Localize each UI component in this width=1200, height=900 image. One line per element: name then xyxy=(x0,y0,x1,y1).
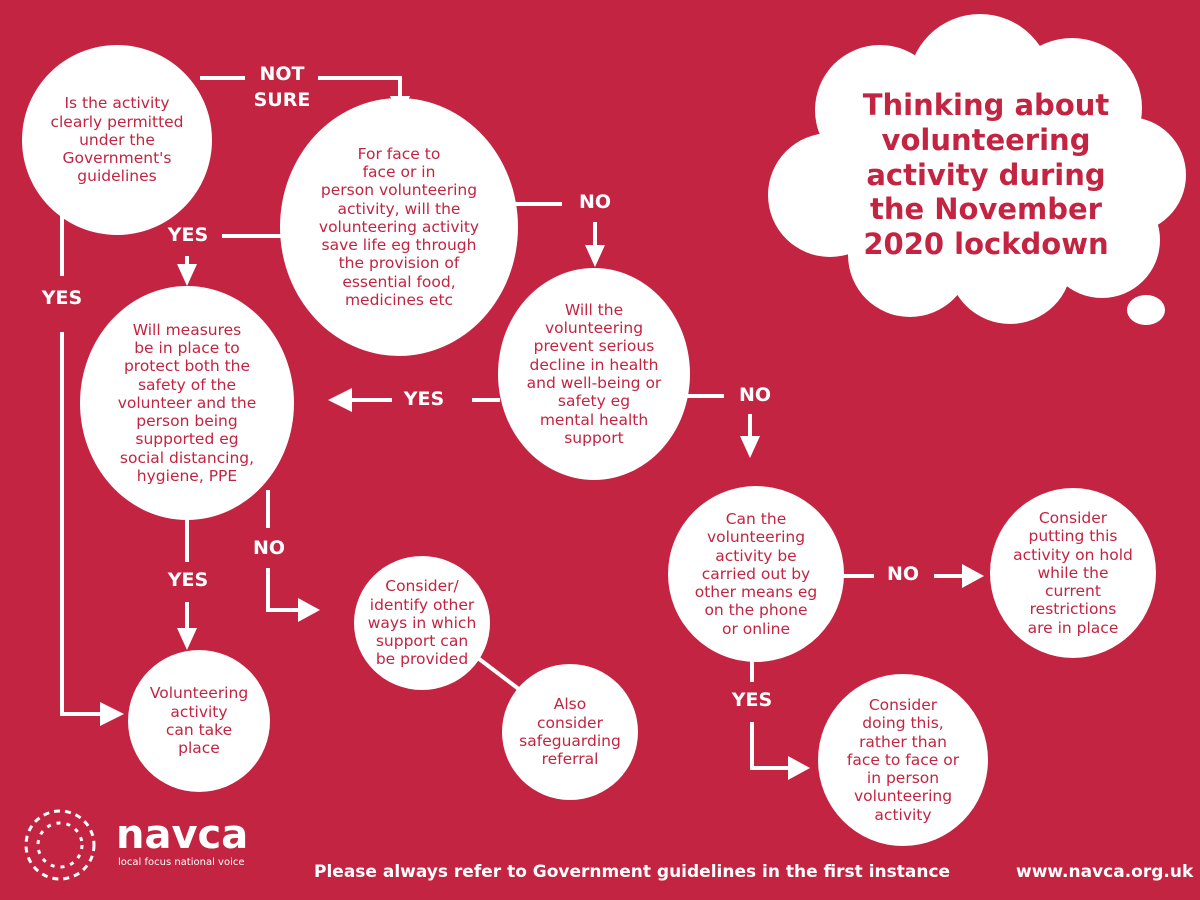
connector-notsure-facetoface xyxy=(318,78,400,96)
arrow-icon xyxy=(328,388,352,412)
arrow-icon xyxy=(298,598,320,622)
page-title: Thinking about volunteering activity during the November 2020 lockdown xyxy=(862,88,1110,262)
arrow-icon xyxy=(962,564,984,588)
node-safeguarding: Also consider safeguarding referral xyxy=(502,664,638,800)
label-yes-left: YES xyxy=(41,287,83,309)
label-not-sure: NOT SURE xyxy=(253,63,311,111)
label-no-prevent: NO xyxy=(738,384,772,406)
connector-no-identify xyxy=(268,568,300,610)
node-take-place: Volunteering activity can take place xyxy=(128,650,270,792)
label-yes-face-to-face: YES xyxy=(167,224,209,246)
navca-logo-icon xyxy=(26,811,94,879)
node-measures: Will measures be in place to protect both the safety of the volunteer and the person being supported eg social distancing, hygiene, PPE xyxy=(80,286,294,520)
footer-note: Please always refer to Government guidelines in the first instance xyxy=(314,862,951,882)
label-yes-other-means: YES xyxy=(731,689,773,711)
arrow-icon xyxy=(740,436,760,458)
arrow-icon xyxy=(177,628,197,650)
label-no-face-to-face: NO xyxy=(578,191,612,213)
label-no-measures: NO xyxy=(252,537,286,559)
arrow-icon xyxy=(177,264,197,286)
footer-url[interactable]: www.navca.org.uk xyxy=(1016,862,1194,882)
label-no-other-means: NO xyxy=(886,563,920,585)
node-other-means: Can the volunteering activity be carried out by other means eg on the phone or online xyxy=(668,486,844,662)
connector-yes-dothis xyxy=(752,722,790,768)
arrow-icon xyxy=(585,245,605,267)
node-face-to-face: For face to face or in person volunteering activity, will the volunteering activity save life eg through the provision of essential food, medicines etc xyxy=(280,98,518,356)
node-identify-other: Consider/ identify other ways in which support can be provided xyxy=(354,556,490,690)
arrow-icon xyxy=(100,702,124,726)
arrow-icon xyxy=(788,756,810,780)
node-on-hold: Consider putting this activity on hold while the current restrictions are in place xyxy=(990,488,1156,658)
label-yes-prevent: YES xyxy=(403,388,445,410)
node-prevent-decline: Will the volunteering prevent serious decline in health and well-being or safety eg mental health support xyxy=(498,268,690,480)
node-permitted: Is the activity clearly permitted under the Government's guidelines xyxy=(22,45,212,235)
node-do-this: Consider doing this, rather than face to face or in person volunteering activity xyxy=(818,674,988,846)
logo-tagline: local focus national voice xyxy=(118,857,245,868)
logo-name: navca xyxy=(116,812,249,858)
label-yes-measures: YES xyxy=(167,569,209,591)
